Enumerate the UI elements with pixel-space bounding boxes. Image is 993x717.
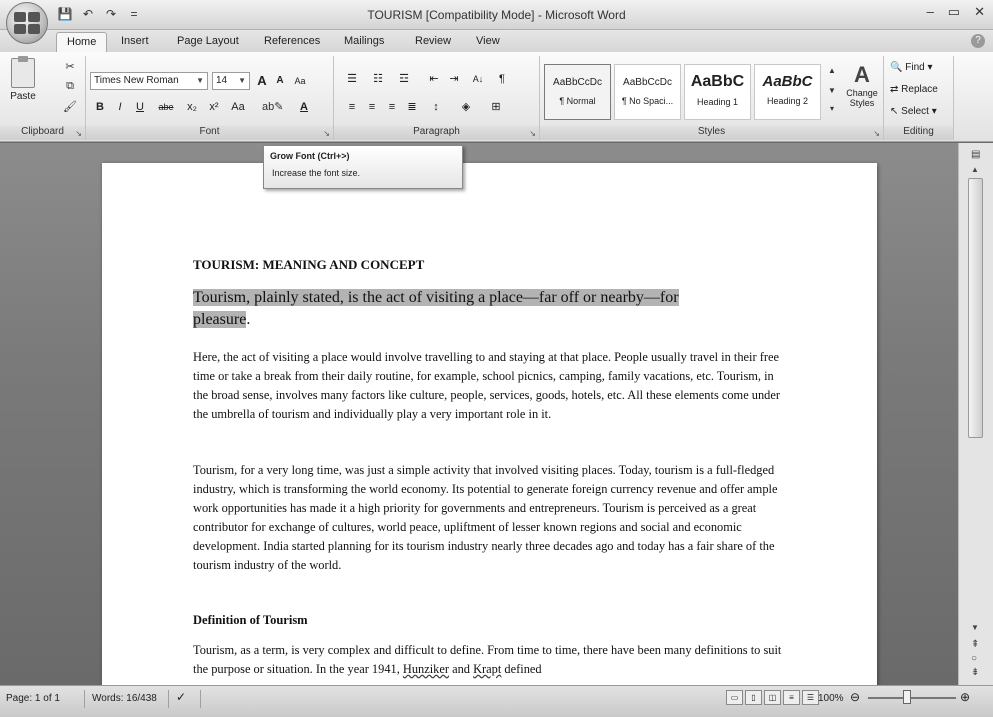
chevron-down-icon: ▼ [238, 76, 246, 85]
divider [84, 690, 85, 708]
minimize-icon[interactable]: ‒ [926, 4, 934, 19]
dialog-launcher-icon[interactable]: ↘ [323, 129, 330, 138]
multilevel-list-icon[interactable]: ☲ [399, 73, 409, 85]
selected-text[interactable] [193, 287, 738, 331]
line-spacing-icon[interactable]: ↕ [433, 101, 439, 113]
copy-icon[interactable]: ⧉ [66, 80, 74, 92]
binoculars-icon: 🔍 [890, 62, 903, 73]
style-sample: AaBbCcDc [553, 77, 602, 88]
clipboard-group [0, 56, 86, 140]
office-logo-icon [14, 12, 40, 34]
clipboard-group-label: Clipboard ↘ [0, 126, 85, 140]
definition-subheading: Definition of Tourism [193, 613, 308, 627]
italic-button[interactable]: I [118, 101, 122, 113]
misspelled-word[interactable]: Hunziker [402, 662, 450, 676]
document-area[interactable] [0, 143, 958, 685]
scroll-down-icon[interactable]: ▼ [971, 623, 979, 632]
proofing-icon[interactable]: ✓ [176, 690, 187, 704]
paragraph-3-text: and [449, 662, 474, 676]
paste-label: Paste [10, 91, 36, 102]
divider [200, 690, 201, 708]
styles-group [540, 56, 884, 140]
change-styles-icon: A [854, 62, 870, 87]
draft-icon[interactable]: ☰ [802, 690, 819, 705]
paragraph-group [334, 56, 540, 140]
shading-icon[interactable]: ◈ [461, 101, 471, 113]
style-heading-1[interactable] [684, 64, 751, 120]
styles-group-label: Styles ↘ [540, 126, 883, 140]
style-name: Heading 1 [696, 97, 739, 107]
styles-more-icon[interactable]: ▾ [829, 104, 834, 113]
redo-icon[interactable]: ↷ [105, 7, 117, 21]
find-button[interactable]: 🔍 Find ▾ [890, 62, 933, 73]
change-case-button[interactable]: Aa [231, 101, 245, 113]
zoom-level[interactable]: 100% [818, 693, 844, 704]
paragraph-3 [193, 641, 783, 679]
chevron-down-icon: ▼ [196, 76, 204, 85]
style-name: Heading 2 [766, 96, 809, 106]
style-name: ¶ No Spaci... [621, 96, 674, 106]
style-sample: AaBbC [762, 73, 813, 90]
change-styles-button[interactable] [842, 62, 882, 108]
bullets-icon[interactable]: ☰ [347, 73, 357, 85]
style-normal[interactable] [544, 64, 611, 120]
style-no-spacing[interactable] [614, 64, 681, 120]
editing-group [884, 56, 954, 140]
title-bar [0, 0, 993, 30]
tab-view[interactable]: View [476, 35, 500, 47]
styles-scroll-up-icon[interactable]: ▲ [828, 66, 836, 75]
style-sample: AaBbC [690, 73, 745, 90]
word-count[interactable]: Words: 16/438 [92, 693, 157, 704]
document-page[interactable] [102, 163, 877, 685]
align-right-icon[interactable]: ≡ [388, 101, 396, 113]
borders-icon[interactable]: ⊞ [491, 101, 501, 113]
selected-line-1: Tourism, plainly stated, is the act of visiting a place—far off or nearby—for [193, 289, 679, 306]
font-group [86, 56, 334, 140]
underline-button[interactable]: U [136, 101, 144, 113]
cut-icon[interactable]: ✂ [65, 61, 75, 73]
paragraph-2: Tourism, for a very long time, was just a simple activity that involved visiting places. Today, tourism is a full-fledged industry, which is transforming the world economy. Its potential to generate foreign currency revenue and offer ample work opportunities has made it a high priority for governments and entrepreneurs. Tourism is perceived as a great contributor for exchange of cultures, world peace, upliftment of lesser known regions and social and economic development. India started planning for its tourism industry nearly three decades ago and today has a fair share of the tourism industry of the world. [193, 463, 778, 572]
web-layout-icon[interactable]: ◫ [764, 690, 781, 705]
paragraph-3-text: defined [501, 662, 542, 676]
replace-button[interactable] [890, 84, 938, 95]
help-icon[interactable]: ? [971, 34, 985, 48]
increase-indent-icon[interactable]: ⇥ [449, 73, 459, 85]
find-label: Find [905, 62, 925, 73]
office-button[interactable] [6, 2, 48, 44]
decrease-indent-icon[interactable]: ⇤ [429, 73, 439, 85]
strikethrough-button[interactable]: abe [158, 102, 174, 112]
justify-icon[interactable]: ≣ [407, 101, 417, 113]
scroll-thumb[interactable] [968, 178, 983, 438]
print-layout-icon[interactable]: ▭ [726, 690, 743, 705]
ribbon-tabs [0, 30, 993, 52]
editing-group-label: Editing [884, 126, 953, 140]
bold-button[interactable]: B [96, 101, 104, 113]
tab-page-layout[interactable]: Page Layout [177, 35, 239, 47]
show-marks-button[interactable]: ¶ [499, 73, 505, 85]
select-button[interactable]: ↖ Select ▾ [890, 106, 937, 117]
select-browse-object-icon[interactable]: ○ [971, 653, 978, 664]
zoom-slider[interactable] [868, 697, 956, 699]
numbering-icon[interactable]: ☷ [373, 73, 383, 85]
paragraph-3-text: Tourism, as a term, is very complex and difficult to define. From time to time, there have been many definitions to suit the purpose or situation. In the year 1941, [193, 643, 782, 676]
next-page-icon[interactable]: ⇟ [971, 667, 980, 678]
paragraph-1: Here, the act of visiting a place would involve travelling to and staying at that place. People usually travel in their free time or take a break from their daily routine, for example, school picnics, camping, family vacations, etc. Tourism, in the broad sense, involves many factors like culture, people, services, goods, hotels, etc. All these elements come under the umbrella of tourism and individually play a very important role in it. [193, 350, 781, 421]
view-buttons [726, 690, 819, 705]
tooltip-description: Increase the font size. [272, 168, 361, 178]
font-color-button[interactable]: A [300, 101, 308, 113]
zoom-slider-thumb[interactable] [903, 690, 911, 704]
scroll-up-icon[interactable]: ▲ [971, 165, 979, 174]
clear-formatting-button[interactable]: Aa [294, 76, 306, 86]
paste-icon [11, 58, 35, 88]
zoom-out-icon[interactable]: ⊖ [850, 690, 861, 704]
style-name: ¶ Normal [559, 96, 596, 106]
divider [168, 690, 169, 708]
font-group-label: Font ↘ [86, 126, 333, 140]
font-size-value: 14 [216, 75, 228, 86]
style-heading-2[interactable] [754, 64, 821, 120]
style-sample: AaBbCcDc [623, 77, 672, 88]
restore-icon[interactable]: ▭ [947, 4, 961, 19]
subscript-button[interactable]: x₂ [187, 101, 197, 113]
window-title: TOURISM [Compatibility Mode] - Microsoft Word [367, 8, 626, 22]
page-count[interactable]: Page: 1 of 1 [6, 693, 60, 704]
highlight-color-icon[interactable]: ab✎ [262, 101, 284, 113]
sort-button[interactable]: A↓ [472, 74, 484, 84]
cursor-icon: ↖ [890, 106, 899, 117]
outline-icon[interactable]: ≡ [783, 690, 800, 705]
ribbon [0, 52, 993, 142]
font-size-combo[interactable] [212, 72, 250, 90]
select-label: Select [901, 106, 929, 117]
close-icon[interactable]: ✕ [974, 4, 985, 19]
tab-home[interactable]: Home [56, 32, 107, 52]
superscript-button[interactable]: x² [209, 101, 219, 113]
shrink-font-button[interactable]: A [276, 75, 284, 86]
dialog-launcher-icon[interactable]: ↘ [529, 129, 536, 138]
tooltip-title: Grow Font (Ctrl+>) [270, 151, 350, 161]
tab-references[interactable]: References [264, 35, 321, 47]
window-controls [927, 4, 985, 20]
paragraph-group-label: Paragraph ↘ [334, 126, 539, 140]
ruler-toggle-icon[interactable]: ▤ [971, 149, 981, 160]
align-center-icon[interactable]: ≡ [368, 101, 376, 113]
dialog-launcher-icon[interactable]: ↘ [75, 129, 82, 138]
tab-insert[interactable]: Insert [121, 35, 149, 47]
font-family-value: Times New Roman [94, 75, 179, 86]
tab-mailings[interactable]: Mailings [344, 35, 385, 47]
status-bar [0, 685, 993, 717]
document-heading: TOURISM: MEANING AND CONCEPT [193, 257, 425, 272]
full-screen-reading-icon[interactable]: ▯ [745, 690, 762, 705]
selected-tail: . [246, 311, 251, 328]
selected-line-2: pleasure [193, 311, 247, 328]
format-painter-icon[interactable]: 🖌 [63, 101, 77, 113]
change-styles-label: Change Styles [846, 88, 878, 108]
dialog-launcher-icon[interactable]: ↘ [873, 129, 880, 138]
misspelled-word[interactable]: Krapt [473, 662, 502, 676]
grow-font-button[interactable]: A [257, 73, 267, 88]
vertical-scrollbar[interactable] [958, 143, 993, 685]
save-icon[interactable]: 💾 [57, 7, 73, 21]
zoom-in-icon[interactable]: ⊕ [960, 690, 971, 704]
styles-scroll-down-icon[interactable]: ▼ [828, 86, 836, 95]
align-left-icon[interactable]: ≡ [348, 101, 356, 113]
previous-page-icon[interactable]: ⇞ [971, 639, 980, 650]
grow-font-tooltip [263, 145, 463, 189]
font-family-combo[interactable] [90, 72, 208, 90]
tab-review[interactable]: Review [415, 35, 452, 47]
replace-icon: ⇄ [890, 84, 899, 95]
customize-qat-icon[interactable]: = [130, 7, 138, 21]
replace-label: Replace [901, 84, 938, 95]
paste-button[interactable] [6, 58, 40, 102]
undo-icon[interactable]: ↶ [82, 7, 94, 21]
